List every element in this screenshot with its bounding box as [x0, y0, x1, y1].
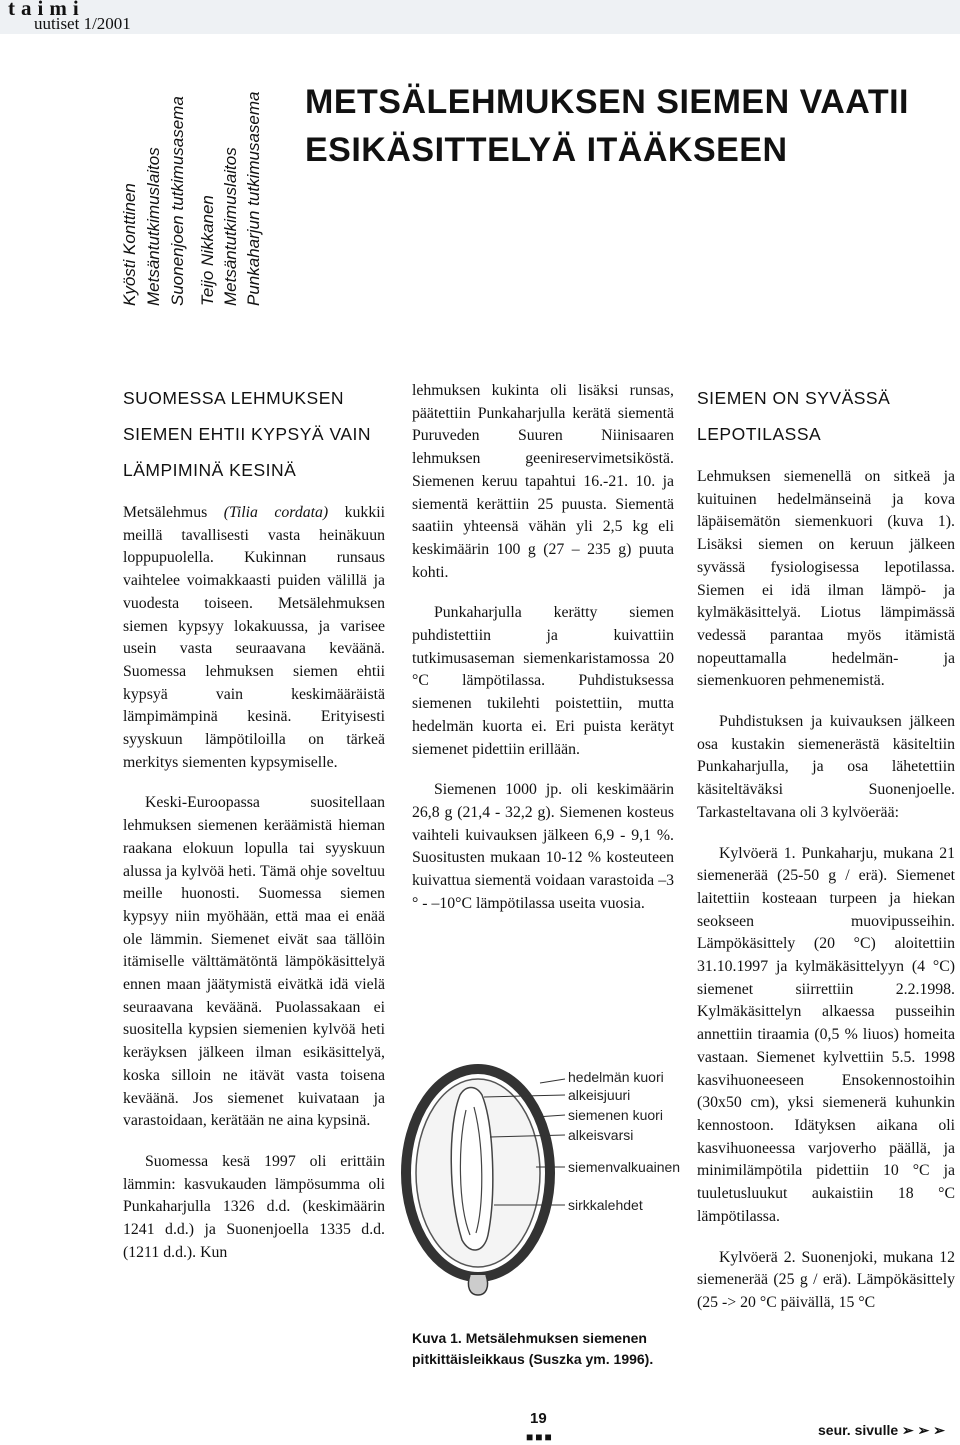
magazine-issue: uutiset 1/2001	[34, 14, 131, 33]
column-3	[697, 380, 955, 1333]
author-2-org: Metsäntutkimuslaitos	[221, 147, 240, 306]
column-1	[123, 380, 385, 1283]
label-fruit-shell: hedelmän kuori	[568, 1069, 664, 1085]
label-cotyledons: sirkkalehdet	[568, 1197, 643, 1213]
magazine-name: taimi	[8, 0, 85, 20]
author-1-station: Suonenjoen tutkimusasema	[168, 96, 187, 306]
col3-paragraph-2: Puhdistuksen ja kuivauksen jälkeen osa kustakin siemenerästä käsiteltiin Punkaharjulla, ja osa lähetettiin käsiteltäväksi Suonenjoelle. Tarkasteltavana oli 3 kylvöerää:	[697, 713, 955, 821]
title-line-1: METSÄLEHMUKSEN SIEMEN VAATII	[305, 83, 909, 121]
title-line-2: ESIKÄSITTELYÄ ITÄÄKSEEN	[305, 131, 788, 169]
author-1-org: Metsäntutkimuslaitos	[144, 147, 163, 306]
col3-paragraph-4: Kylvöerä 2. Suonenjoki, mukana 12 siemenerää (25 g / erä). Lämpökäsittely (25 -> 20 °C päivällä, 15 °C	[697, 1248, 955, 1311]
col1-subheading	[123, 380, 385, 488]
col3-subheading-line-1: SIEMEN ON SYVÄSSÄ	[697, 388, 891, 408]
col1-subheading-line-3: LÄMPIMINÄ KESINÄ	[123, 460, 297, 480]
label-hypocotyl: alkeisvarsi	[568, 1127, 634, 1143]
seed-cross-section-figure	[400, 1055, 700, 1330]
continue-next-page: seur. sivulle ➢ ➢ ➢	[818, 1422, 946, 1438]
col1-p1-rest: kukkii meillä tavallisesti vasta heinäkuun loppupuolella. Kukinnan runsaus vaihtelee voimakkaasti puiden välillä ja vuodesta toiseen. Metsälehmuksen siemen kypsyy lokakuussa, ja varisee usein vasta seuraavana keväänä. Suomessa lehmuksen siemen ehtii kypsyä vain keskimääräistä lämpimämpinä kesinä. Erityisesti syyskuun lämpötiloilla on tärkeä merkitys siementen kypsymiselle.	[123, 504, 385, 771]
figure-caption-line-2: pitkittäisleikkaus (Suszka ym. 1996).	[412, 1351, 654, 1367]
col3-paragraph-1: Lehmuksen siemenellä on sitkeä ja kuituinen hedelmänseinä ja kova läpäisemätön siemenkuori (kuva 1). Lisäksi siemen on keruun jälkeen syvässä fysiologisessa lepotilassa. Siemen ei idä ilman lämpö- ja kylmäkäsittelyä. Liotus lämpimässä vedessä parantaa myös itämistä nopeuttamalla hedelmän- ja siemenkuoren pehmenemistä.	[697, 468, 955, 690]
label-seed-coat: siemenen kuori	[568, 1107, 663, 1123]
col1-paragraph-3: Suomessa kesä 1997 oli erittäin lämmin: kasvukauden lämpösumma oli Punkaharjulla 1326 d.d. (keskimäärin 1241 d.d.) ja Suonenjoella 1335 d.d. (1211 d.d.). Kun	[123, 1152, 385, 1261]
figure-caption	[412, 1328, 653, 1370]
figure-caption-line-1: Kuva 1. Metsälehmuksen siemenen	[412, 1330, 647, 1346]
col3-subheading-line-2: LEPOTILASSA	[697, 424, 822, 444]
article-title	[305, 78, 909, 174]
col3-subheading	[697, 380, 955, 452]
col1-paragraph-2: Keski-Euroopassa suositellaan lehmuksen siemenen keräämistä hieman raakana elokuun lopulla tai syyskuun alussa ja kylvöä heti. Tämä ohje soveltuu meille huonosti. Suomessa siemen kypsyy niin myöhään, että maa ei enää ole lämmin. Siemenet eivät saa tällöin itämiselle välttämätöntä lämpökäsittelyä ennen maan jäätymistä eivätkä idä vielä seuraavana keväänä. Puolassakaan ei suositella kypsien siemenien kylvöä heti keräyksen jälkeen ilman esikäsittelyä, koska silloin ne itävät vasta toisena keväänä. Jos siemenet kuivataan ja varastoidaan, kerätään ne aina kypsinä.	[123, 794, 385, 1130]
author-2-name: Teijo Nikkanen	[198, 195, 217, 306]
seed-tip	[468, 1275, 487, 1295]
author-2-station: Punkaharjun tutkimusasema	[244, 91, 263, 306]
page-number: 19	[530, 1410, 547, 1427]
col3-paragraph-3: Kylvöerä 1. Punkaharju, mukana 21 siemenerää (25-50 g / erä). Siemenet laitettiin kosteaan turpeen ja hiekan seokseen muovipusseihin. Lämpökäsittely (20 °C) aloitettiin 31.10.1997 ja kylmäkäsittelyyn (4 °C) siemenet siirrettiin 2.2.1998. Kylmäkäsittelyn alkaessa pusseihin annettiin tiraamia (0,5 % liuos) homeita vastaan. Siemenet kylvettiin 5.5. 1998 kasvihuoneeseen Ensokennostoihin (30x50 cm), yksi siemenerä kuhunkin kennostoon. Idätyksen aikana oli kasvihuoneessa varjoverho päällä, ja minimilämpötila pidettiin 10 °C ja tuuletusluukut aukaistiin 18 °C lämpötilassa.	[697, 844, 955, 1225]
author-block	[120, 70, 263, 306]
col1-p1-start: Metsälehmus	[123, 504, 224, 521]
species-name: (Tilia cordata)	[223, 504, 329, 521]
column-2	[412, 380, 674, 933]
embryo	[451, 1088, 493, 1251]
col1-subheading-line-1: SUOMESSA LEHMUKSEN	[123, 388, 344, 408]
col2-paragraph-2: Punkaharjulla kerätty siemen puhdistettiin ja kuivattiin tutkimusaseman siemenkaristamossa 20 °C lämpötilassa. Puhdistuksessa siemenen tukilehti poistettiin, mutta hedelmän kuorta ei. Eri puista kerätyt siemenet pidettiin erillään.	[412, 604, 674, 758]
header-band	[0, 0, 960, 34]
label-radicle: alkeisjuuri	[568, 1087, 631, 1103]
col1-subheading-line-2: SIEMEN EHTII KYPSYÄ VAIN	[123, 424, 371, 444]
col1-paragraph-1	[123, 502, 385, 774]
author-1-name: Kyösti Konttinen	[120, 183, 139, 306]
label-endosperm: siemenvalkuainen	[568, 1159, 681, 1175]
seed-diagram	[400, 1055, 700, 1330]
col2-paragraph-3: Siemenen 1000 jp. oli keskimäärin 26,8 g (21,4 - 32,2 g). Siemenen kosteus vaihteli kuivauksen jälkeen 6,9 - 9,1 %. Suositusten mukaan 10-12 % kosteuteen kuivattua siementä voidaan varastoida –3 ° - –10°C lämpötilassa useita vuosia.	[412, 781, 674, 912]
page-number-ornament: ■■■	[526, 1430, 554, 1444]
col2-paragraph-1: lehmuksen kukinta oli lisäksi runsas, päätettiin Punkaharjulla kerätä siementä Puruveden Suuren Niinisaaren lehmuksen geenireservimetsiköstä. Siemenen keruu tapahtui 16.-21. 10. ja siementä kerättiin 25 puusta. Siementä saatiin yhteensä vähän yli 2,5 kg eli keskimäärin 100 g (27 – 235 g) puuta kohti.	[412, 382, 674, 581]
